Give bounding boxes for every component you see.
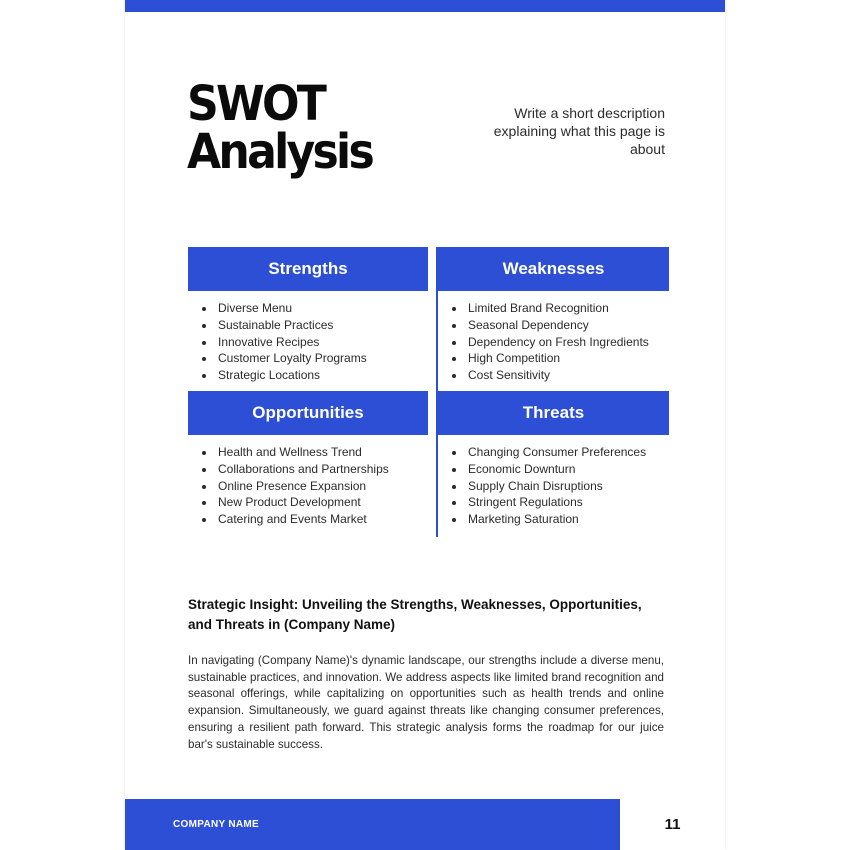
- list-item: • Seasonal Dependency: [466, 317, 669, 334]
- list-item: • Online Presence Expansion: [216, 478, 428, 495]
- insight-body: In navigating (Company Name)'s dynamic landscape, our strengths include a diverse menu, sustainable practices, and innovation. We address aspects like limited brand recognition and seasonal offerings, while capitalizing on opportunities such as health trends and online expansion. Simultaneously, we guard against threats like changing consumer preferences, ensuring a resilient path forward. This strategic analysis forms the roadmap for our juice bar's sustainable success.: [188, 654, 664, 751]
- list-item: • Marketing Saturation: [466, 511, 669, 528]
- page-number: 11: [664, 816, 681, 833]
- title-line-swot: SWOT: [187, 76, 325, 132]
- swot-grid: [188, 247, 669, 537]
- list-item: • Supply Chain Disruptions: [466, 478, 669, 495]
- list-item: • Stringent Regulations: [466, 494, 669, 511]
- threats-heading: Threats: [438, 391, 669, 435]
- weaknesses-heading: Weaknesses: [438, 247, 669, 291]
- document-page: [125, 0, 725, 850]
- opportunities-list: [188, 435, 428, 528]
- weaknesses-quadrant: [438, 247, 669, 384]
- threats-list: [438, 435, 669, 528]
- opportunities-quadrant: [188, 391, 428, 528]
- list-item: • Customer Loyalty Programs: [216, 350, 428, 367]
- page-description: Write a short description explaining what this page is about: [493, 105, 665, 157]
- list-item: • Health and Wellness Trend: [216, 444, 428, 461]
- list-item: • High Competition: [466, 350, 669, 367]
- list-item: • Collaborations and Partnerships: [216, 461, 428, 478]
- opportunities-heading: Opportunities: [188, 391, 428, 435]
- strengths-quadrant: [188, 247, 428, 384]
- list-item: • Sustainable Practices: [216, 317, 428, 334]
- title-line-analysis: Analysis: [187, 124, 372, 180]
- list-item: • Catering and Events Market: [216, 511, 428, 528]
- threats-quadrant: [438, 391, 669, 528]
- page-title: [187, 76, 372, 180]
- weaknesses-list: [438, 291, 669, 384]
- strengths-heading: Strengths: [188, 247, 428, 291]
- list-item: • Diverse Menu: [216, 300, 428, 317]
- list-item: • Economic Downturn: [466, 461, 669, 478]
- list-item: • New Product Development: [216, 494, 428, 511]
- list-item: • Changing Consumer Preferences: [466, 444, 669, 461]
- insight-title: Strategic Insight: Unveiling the Strengths, Weaknesses, Opportunities, and Threats in (Company Name): [188, 597, 642, 632]
- list-item: • Strategic Locations: [216, 367, 428, 384]
- strengths-list: [188, 291, 428, 384]
- swot-divider: [436, 247, 438, 537]
- company-name: COMPANY NAME: [173, 819, 260, 830]
- footer-band: [125, 799, 620, 850]
- list-item: • Limited Brand Recognition: [466, 300, 669, 317]
- list-item: • Innovative Recipes: [216, 334, 428, 351]
- list-item: • Cost Sensitivity: [466, 367, 669, 384]
- list-item: • Dependency on Fresh Ingredients: [466, 334, 669, 351]
- top-accent-bar: [125, 0, 725, 12]
